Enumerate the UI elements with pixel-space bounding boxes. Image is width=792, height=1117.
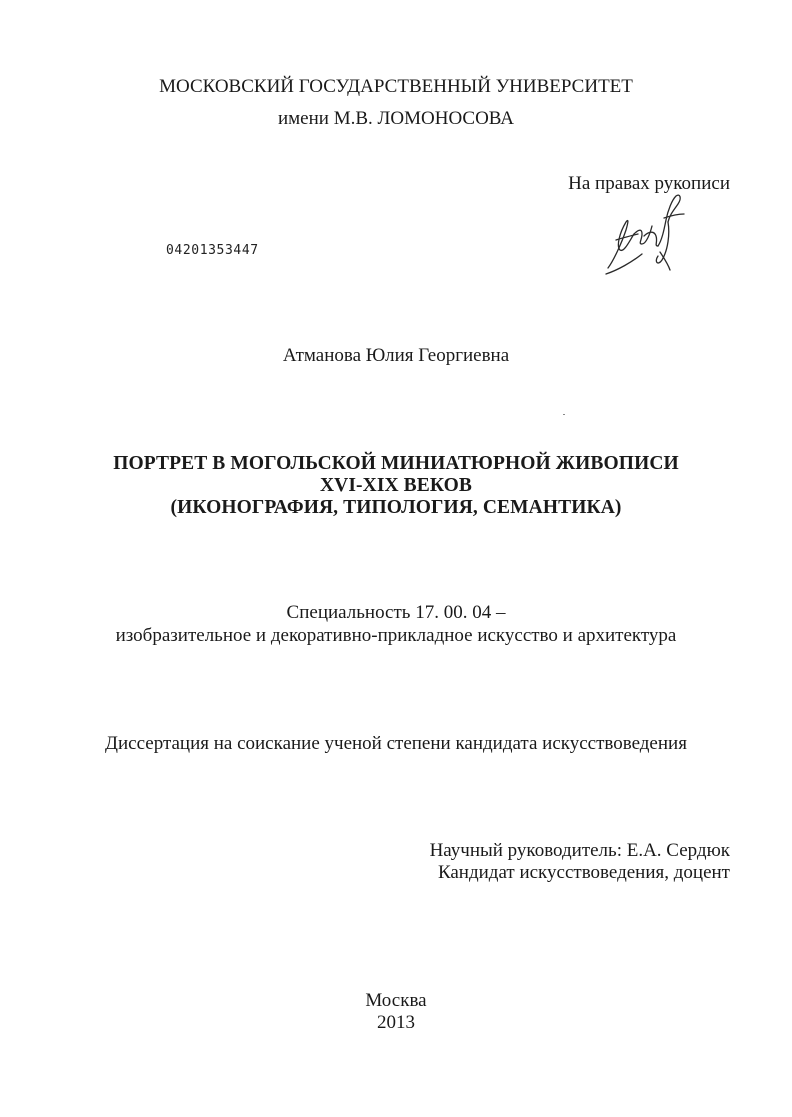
manuscript-rights-note: На правах рукописи xyxy=(568,173,730,194)
dissertation-title-line-3: (ИКОНОГРАФИЯ, ТИПОЛОГИЯ, СЕМАНТИКА) xyxy=(170,497,622,518)
year: 2013 xyxy=(377,1012,415,1033)
specialty-code: Специальность 17. 00. 04 – xyxy=(286,602,506,623)
specialty-name: изобразительное и декоративно-прикладное искусство и архитектура xyxy=(115,625,677,646)
dissertation-type: Диссертация на соискание ученой степени кандидата искусствоведения xyxy=(105,733,687,754)
supervisor-degree: Кандидат искусствоведения, доцент xyxy=(437,862,730,883)
supervisor-name: Научный руководитель: Е.А. Сердюк xyxy=(429,840,730,861)
dissertation-title-line-2: XVI-XIX ВЕКОВ xyxy=(319,475,472,496)
university-name: МОСКОВСКИЙ ГОСУДАРСТВЕННЫЙ УНИВЕРСИТЕТ xyxy=(159,76,633,97)
city: Москва xyxy=(365,990,427,1011)
scan-speck xyxy=(563,414,565,415)
author-name: Атманова Юлия Георгиевна xyxy=(282,345,510,366)
handwritten-signature-icon xyxy=(598,190,694,282)
archive-number: 04201353447 xyxy=(166,243,259,258)
dissertation-title-line-1: ПОРТРЕТ В МОГОЛЬСКОЙ МИНИАТЮРНОЙ ЖИВОПИСИ xyxy=(113,453,679,474)
university-named-after: имени М.В. ЛОМОНОСОВА xyxy=(277,108,514,129)
